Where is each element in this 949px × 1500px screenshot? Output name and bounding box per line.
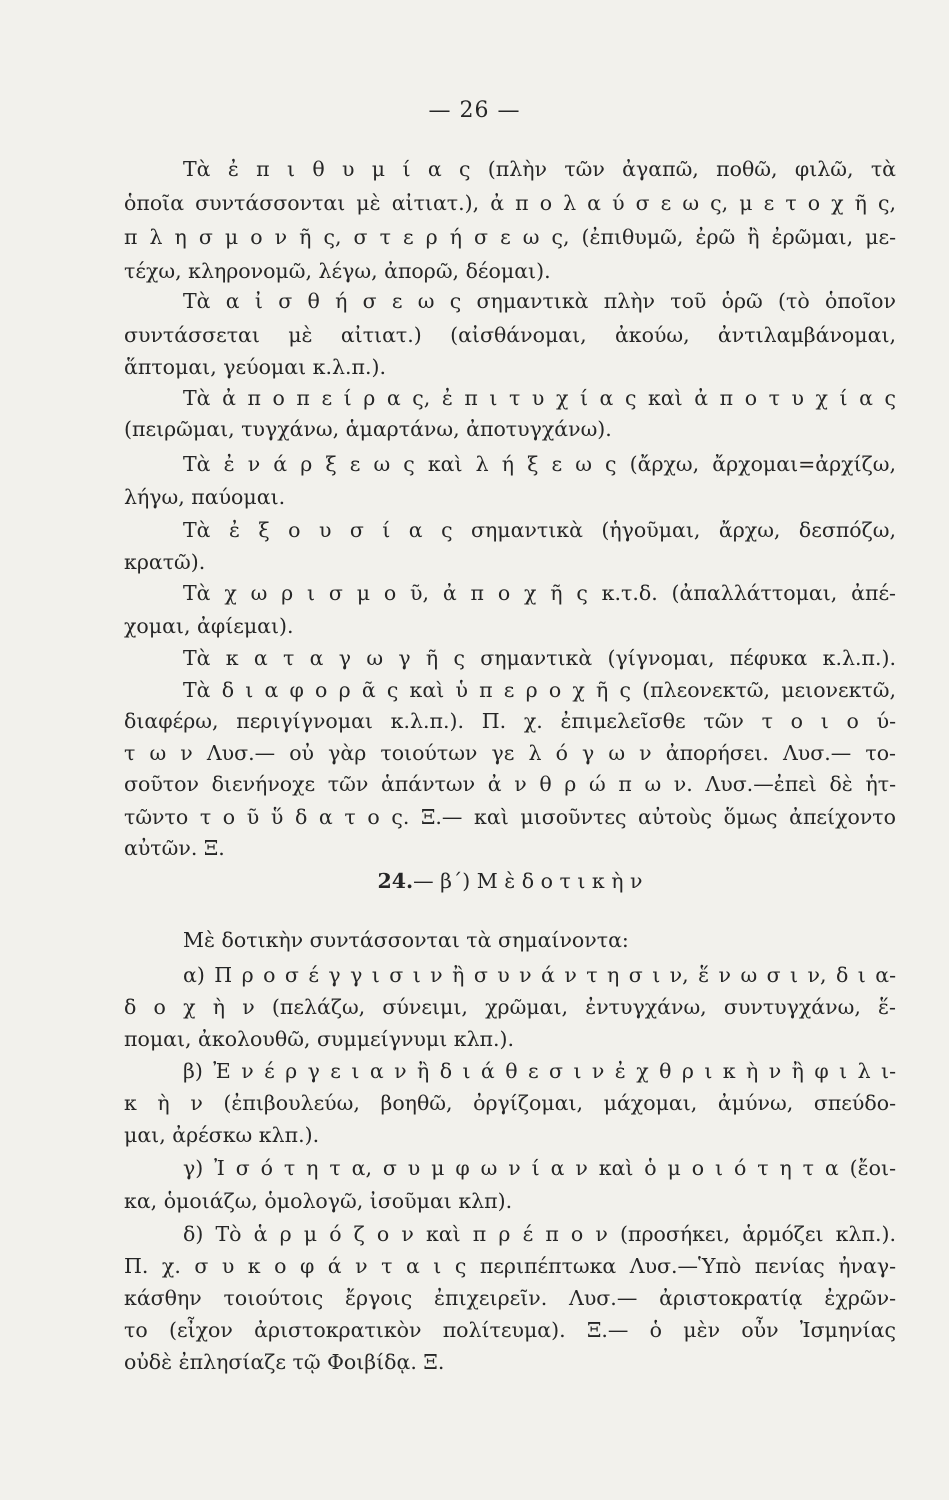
section-number: 24. xyxy=(377,869,414,893)
text-line: το (εἶχον ἀριστοκρατικὸν πολίτευμα). Ξ.— ὁ μὲν οὖν Ἰσμηνίας xyxy=(124,1318,896,1342)
text-line: χομαι, ἀφίεμαι). xyxy=(124,614,294,638)
text-line: τέχω, κληρονομῶ, λέγω, ἀπορῶ, δέομαι). xyxy=(124,259,551,283)
text-line: κρατῶ). xyxy=(124,550,206,574)
text-line: Τὰ α ἰ σ θ ή σ ε ω ς σημαντικὰ πλὴν τοῦ ὁρῶ (τὸ ὁποῖον xyxy=(183,289,896,313)
text-line: δ) Τὸ ἁ ρ μ ό ζ ο ν καὶ π ρ έ π ο ν (προσήκει, ἁρμόζει κλπ.). xyxy=(183,1222,896,1246)
text-line: (πειρῶμαι, τυγχάνω, ἁμαρτάνω, ἀποτυγχάνω). xyxy=(124,417,612,441)
text-line: β) Ἐ ν έ ρ γ ε ι α ν ἢ δ ι ά θ ε σ ι ν ἐ χ θ ρ ι κ ὴ ν ἢ φ ι λ ι- xyxy=(183,1059,896,1083)
text-line: Τὰ κ α τ α γ ω γ ῆ ς σημαντικὰ (γίγνομαι, πέφυκα κ.λ.π.). xyxy=(183,646,896,670)
text-line: ὁποῖα συντάσσονται μὲ αἰτιατ.), ἀ π ο λ α ύ σ ε ω ς, μ ε τ ο χ ῆ ς, xyxy=(124,191,896,215)
text-line: συντάσσεται μὲ αἰτιατ.) (αἰσθάνομαι, ἀκούω, ἀντιλαμβάνομαι, xyxy=(124,323,896,347)
text-line: διαφέρω, περιγίγνομαι κ.λ.π.). Π. χ. ἐπιμελεῖσθε τῶν τ ο ι ο ύ- xyxy=(124,709,896,733)
text-line: Μὲ δοτικὴν συντάσσονται τὰ σημαίνοντα: xyxy=(183,928,629,952)
text-line: Τὰ δ ι α φ ο ρ ᾶ ς καὶ ὑ π ε ρ ο χ ῆ ς (πλεονεκτῶ, μειονεκτῶ, xyxy=(183,678,896,702)
text-line: κ ὴ ν (ἐπιβουλεύω, βοηθῶ, ὀργίζομαι, μάχομαι, ἀμύνω, σπεύδο- xyxy=(124,1091,896,1115)
text-line: Τὰ χ ω ρ ι σ μ ο ῦ, ἀ π ο χ ῆ ς κ.τ.δ. (ἀπαλλάττομαι, ἀπέ- xyxy=(183,581,896,605)
text-line: κα, ὁμοιάζω, ὁμολογῶ, ἰσοῦμαι κλπ). xyxy=(124,1189,513,1213)
text-line: Π. χ. σ υ κ ο φ ά ν τ α ι ς περιπέπτωκα Λυσ.—Ὑπὸ πενίας ἠναγ- xyxy=(124,1254,896,1278)
text-line: λήγω, παύομαι. xyxy=(124,485,286,509)
text-line: κάσθην τοιούτοις ἔργοις ἐπιχειρεῖν. Λυσ.— ἀριστοκρατίᾳ ἐχρῶν- xyxy=(124,1286,896,1310)
section-heading xyxy=(124,866,896,896)
text-line: Τὰ ἀ π ο π ε ί ρ α ς, ἐ π ι τ υ χ ί α ς καὶ ἀ π ο τ υ χ ί α ς xyxy=(183,386,896,410)
text-line: Τὰ ἐ π ι θ υ μ ί α ς (πλὴν τῶν ἀγαπῶ, ποθῶ, φιλῶ, τὰ xyxy=(183,157,896,181)
text-line: π λ η σ μ ο ν ῆ ς, σ τ ε ρ ή σ ε ω ς, (ἐπιθυμῶ, ἐρῶ ἢ ἐρῶμαι, με- xyxy=(124,225,896,249)
text-line: δ ο χ ὴ ν (πελάζω, σύνειμι, χρῶμαι, ἐντυγχάνω, συντυγχάνω, ἕ- xyxy=(124,995,896,1019)
text-line: τῶντο τ ο ῦ ὕ δ α τ ο ς. Ξ.— καὶ μισοῦντες αὐτοὺς ὅμως ἀπείχοντο xyxy=(124,805,896,829)
text-line: Τὰ ἐ ξ ο υ σ ί α ς σημαντικὰ (ἡγοῦμαι, ἄρχω, δεσπόζω, xyxy=(183,518,896,542)
text-line: τ ω ν Λυσ.— οὐ γὰρ τοιούτων γε λ ό γ ω ν ἀπορήσει. Λυσ.— το- xyxy=(124,741,896,765)
page-number: — 26 — xyxy=(428,98,521,123)
text-line: αὐτῶν. Ξ. xyxy=(124,836,225,860)
section-title: — β΄) Μ ὲ δ ο τ ι κ ὴ ν xyxy=(413,869,643,893)
text-line: πομαι, ἀκολουθῶ, συμμείγνυμι κλπ.). xyxy=(124,1027,515,1051)
text-line: μαι, ἀρέσκω κλπ.). xyxy=(124,1123,320,1147)
text-line: σοῦτον διενήνοχε τῶν ἁπάντων ἀ ν θ ρ ώ π ω ν. Λυσ.—ἐπεὶ δὲ ἡτ- xyxy=(124,772,896,796)
text-line: Τὰ ἐ ν ά ρ ξ ε ω ς καὶ λ ή ξ ε ω ς (ἄρχω, ἄρχομαι=ἀρχίζω, xyxy=(183,452,896,476)
text-line: οὐδὲ ἐπλησίαζε τῷ Φοιβίδᾳ. Ξ. xyxy=(124,1350,445,1374)
text-line: γ) Ἰ σ ό τ η τ α, σ υ μ φ ω ν ί α ν καὶ ὁ μ ο ι ό τ η τ α (ἔοι- xyxy=(183,1156,896,1180)
text-line: ἅπτομαι, γεύομαι κ.λ.π.). xyxy=(124,355,386,379)
text-line: α) Π ρ ο σ έ γ γ ι σ ι ν ἢ σ υ ν ά ν τ η σ ι ν, ἕ ν ω σ ι ν, δ ι α- xyxy=(183,963,896,987)
